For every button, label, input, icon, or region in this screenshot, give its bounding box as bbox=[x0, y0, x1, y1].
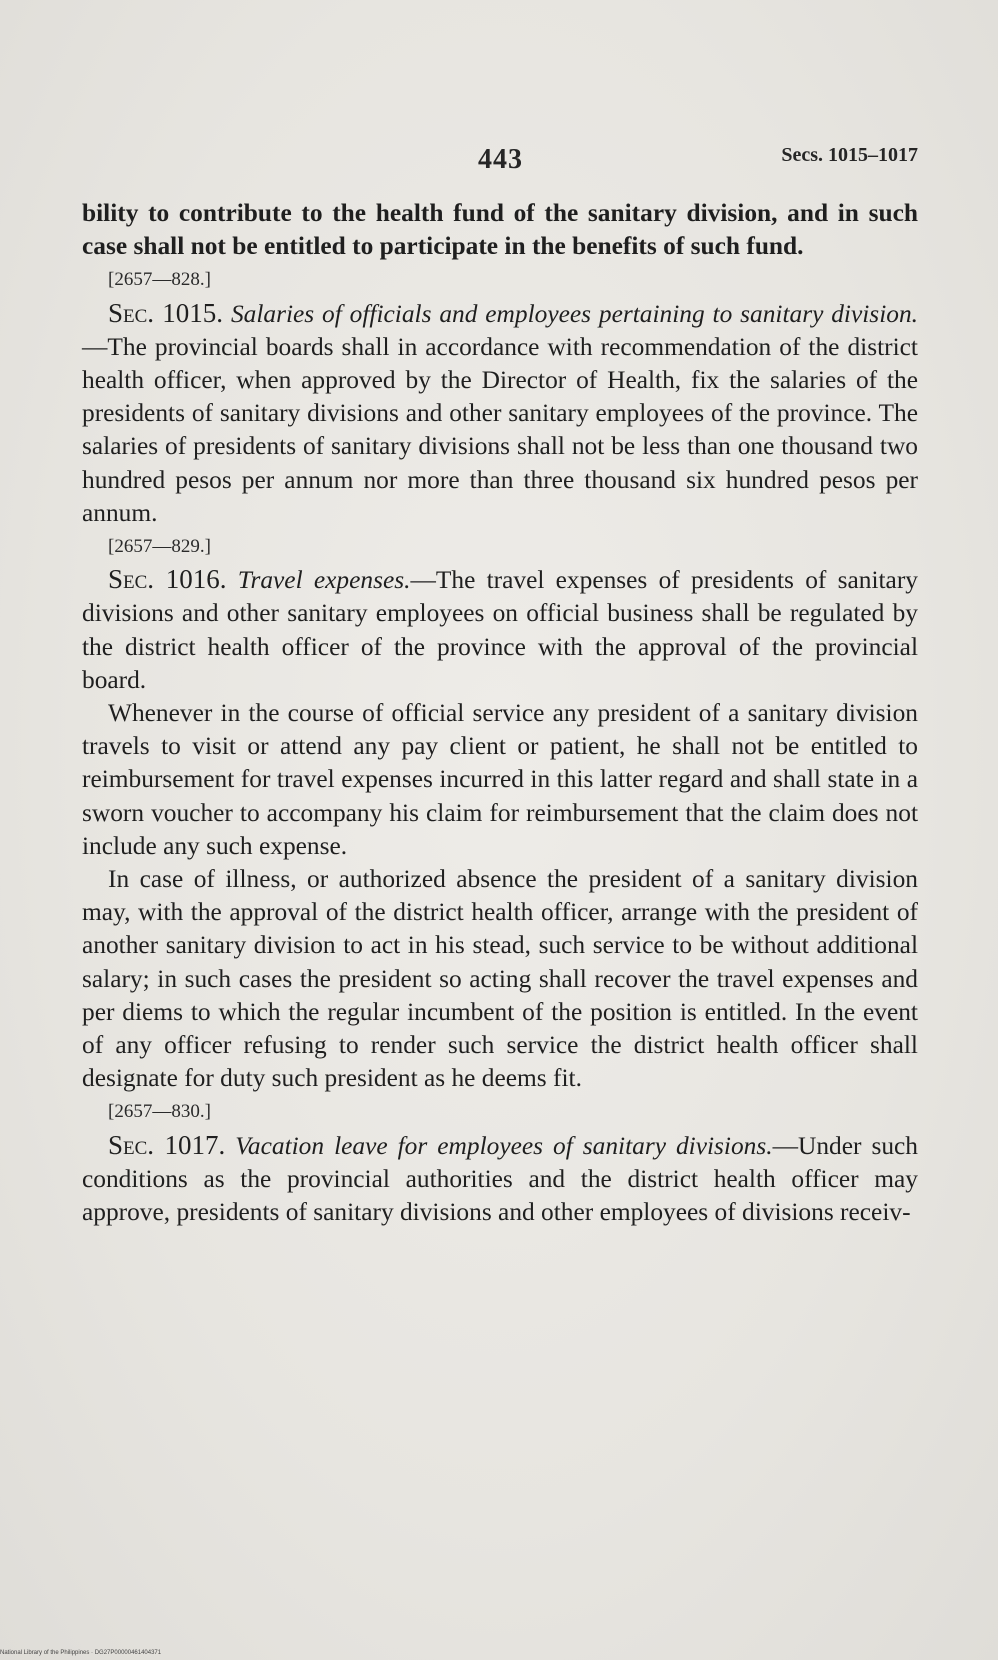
section-1015-text: —The provincial boards shall in accordance with recommendation of the district health officer, when approved by the Director of Health, fix the salaries of the presidents of sanitary divisions and other sanitary employees of the province. The salaries of presidents of sanitary divisions shall not be less than one thousand two hundred pesos per annum nor more than three thousand six hundred pesos per annum. bbox=[82, 332, 918, 527]
section-1016-title: Travel expenses. bbox=[237, 566, 411, 595]
citation-829: [2657—829.] bbox=[108, 536, 211, 558]
running-header bbox=[82, 138, 918, 178]
section-1017-label: Sec. 1017. bbox=[108, 1129, 226, 1160]
section-1016 bbox=[82, 563, 918, 697]
section-1015-label: Sec. 1015. bbox=[108, 297, 224, 328]
paragraph-continuation: bility to contribute to the health fund of the sanitary division, and in such case shall not be entitled to participate in the benefits of such fund. bbox=[82, 199, 918, 261]
section-1015-title: Salaries of officials and employees pertaining to sanitary division. bbox=[230, 299, 918, 328]
citation-828: [2657—828.] bbox=[108, 269, 211, 291]
section-1017-text: —Under such conditions as the provincial authorities and the district health officer may approve, presidents of sanitary divisions and other employees of divisions receiv- bbox=[82, 1131, 918, 1227]
section-1016-text: —The travel expenses of presidents of sanitary divisions and other sanitary employees on official business shall be regulated by the district health officer of the province with the approval of the provincial board. bbox=[82, 566, 918, 694]
section-1017-title: Vacation leave for employees of sanitary divisions. bbox=[235, 1131, 773, 1160]
paragraph-illness: In case of illness, or authorized absence the president of a sanitary division may, with the approval of the district health officer, arrange with the president of another sanitary division to act in his stead, such service to be without additional salary; in such cases the president so acting shall recover the travel expenses and per diems to which the regular incumbent of the position is entitled. In the event of any officer refusing to render such service the district health officer shall designate for duty such president as he deems fit. bbox=[82, 865, 918, 1093]
section-1016-label: Sec. 1016. bbox=[108, 564, 227, 595]
scan-source-footer: National Library of the Philippines · DG27P00000461404371 bbox=[0, 1650, 162, 1656]
section-1015 bbox=[82, 297, 918, 530]
section-1017 bbox=[82, 1129, 918, 1230]
body-text bbox=[82, 197, 918, 1229]
citation-830: [2657—830.] bbox=[108, 1101, 211, 1123]
page-number: 443 bbox=[478, 144, 523, 175]
section-range: Secs. 1015–1017 bbox=[781, 144, 918, 166]
paragraph-whenever: Whenever in the course of official service any president of a sanitary division travels to visit or attend any pay client or patient, he shall not be entitled to reimbursement for travel expenses incurred in this latter regard and shall state in a sworn voucher to accompany his claim for reimbursement that the claim does not include any such expense. bbox=[82, 699, 918, 860]
